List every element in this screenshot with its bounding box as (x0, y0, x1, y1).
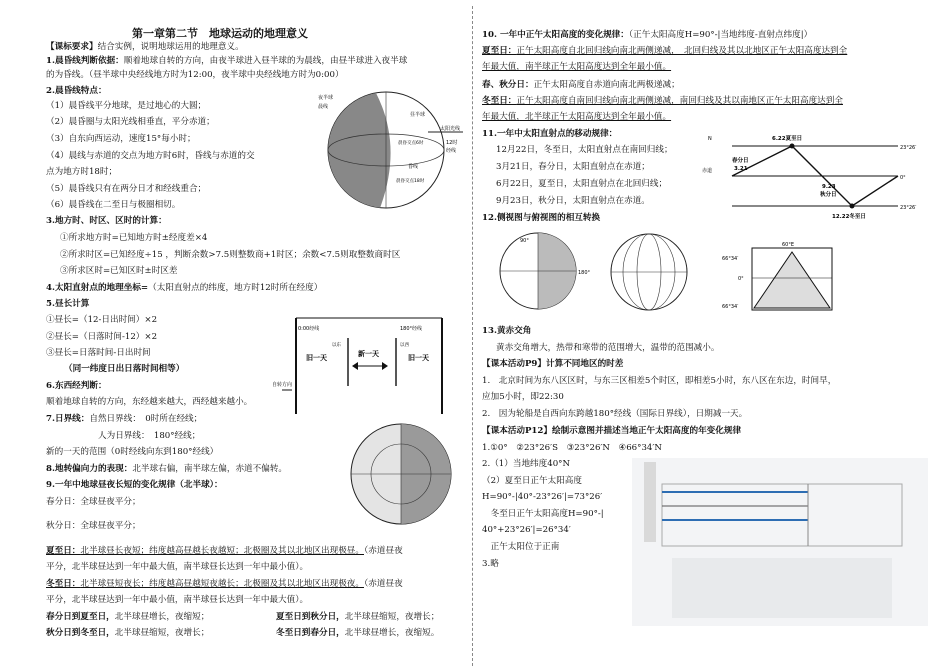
diagram-label: 12.22冬至日 (832, 214, 866, 220)
winter-solstice-cont: 平分，北半球昼达到一年中最小值，南半球昼长达到一年中最大值）。 (46, 595, 309, 605)
section-13-heading: 13.黄赤交角 (482, 326, 532, 336)
diagram-label: 自转方向 (272, 382, 293, 388)
diagram-label: 旧一天 (306, 354, 327, 362)
diagram-label: 180°经线 (400, 326, 423, 332)
diagram-label: 秋分日 (820, 192, 837, 198)
diagram-label: 晨昏交点18时 (396, 179, 425, 184)
diagram-label: 0° (738, 276, 744, 282)
diagram-label: 以西 (400, 343, 409, 348)
activity-p12-item: 40°+23°26′|=26°34′ (482, 525, 571, 535)
section-2-heading: 2.晨昏线特点： (46, 86, 107, 96)
section-2-item: 点为地方时18时； (46, 167, 118, 177)
section-3-item: ②所求时区=已知经度÷15 ，判断余数>7.5则整数商+1时区；余数<7.5则取整数商时区 (60, 250, 401, 260)
section-2-item: （5）晨昏线只有在两分日才和经线重合； (46, 184, 207, 194)
section-11-item: 6月22日，夏至日，太阳直射点在北回归线； (496, 179, 668, 189)
diagram-label: 晨线 (318, 104, 329, 110)
summer-solstice-noon: 夏至日：正午太阳高度自北回归线向南北两侧递减， 北回归线及其以北地区正午太阳高度达到全 (482, 46, 848, 56)
diagram-label: 23°26′ (900, 205, 917, 211)
column-divider (472, 6, 473, 666)
subsolar-migration-diagram (702, 130, 927, 222)
activity-p12-item: 3.略 (482, 559, 499, 569)
diagram-label: 以东 (332, 343, 341, 348)
diagram-label: 新一天 (358, 350, 379, 358)
activity-p9-item: 应加5小时，即22:30 (482, 392, 564, 402)
section-7-c: 新的一天的范围（0时经线向东到180°经线） (46, 447, 219, 457)
diagram-label: 晨昏交点6时 (398, 141, 424, 146)
diagram-label: N (708, 136, 712, 142)
illumination-zone-diagram (722, 238, 852, 314)
period-4: 冬至日到春分日，北半球昼增长，夜缩短。 (276, 628, 440, 638)
diagram-label: 66°34′ (722, 304, 739, 310)
section-3-heading: 3.地方时、时区、区时的计算： (46, 216, 167, 226)
date-line-diagram (272, 306, 462, 418)
section-3-item: ①所求地方时=已知地方时±经度差×4 (60, 233, 208, 243)
winter-solstice-noon-cont: 年最大值，北半球正午太阳高度达到全年最小值。 (482, 112, 672, 122)
section-11-item: 9月23日，秋分日，太阳直射点在赤道。 (496, 196, 650, 206)
section-13-text: 黄赤交角增大，热带和寒带的范围增大，温带的范围减小。 (496, 343, 720, 353)
diagram-label: 12时 (446, 140, 458, 146)
diagram-label: 0° (900, 175, 906, 181)
side-view-globe (492, 228, 592, 314)
activity-p9-item: 2. 因为轮船是自西向东跨越180°经线（国际日界线），日期减一天。 (482, 409, 748, 419)
section-7-b: 人为日界线： 180°经线； (98, 431, 201, 441)
activity-p12-heading: 【课本活动P12】绘制示意图并描述当地正午太阳高度的年变化规律 (482, 426, 742, 436)
diagram-label: 经线 (446, 148, 457, 154)
diagram-label: 9.23 (822, 184, 836, 190)
section-2-item: （4）晨线与赤道的交点为地方时6时，昏线与赤道的交 (46, 151, 255, 161)
equinox-noon: 春、秋分日：正午太阳高度自赤道向南北两极递减； (482, 80, 680, 90)
diagram-label: 太阳光线 (440, 126, 461, 132)
activity-p12-item: 正午太阳位于正南 (482, 542, 560, 552)
activity-p9-heading: 【课本活动P9】计算不同地区的时差 (482, 359, 624, 369)
diagram-label: 23°26′ (900, 145, 917, 151)
curriculum-requirement: 【课标要求】结合实例，说明地球运用的地理意义。 (46, 42, 244, 52)
diagram-label: 90° (520, 238, 529, 244)
section-2-item: （2）晨昏圈与太阳光线相垂直，平分赤道； (46, 117, 215, 127)
section-10: 10. 一年中正午太阳高度的变化规律：（正午太阳高度H=90°-|当地纬度-直射点纬度|） (482, 30, 813, 40)
section-8: 8.地转偏向力的表现：北半球右偏，南半球左偏，赤道不偏转。 (46, 464, 288, 474)
diagram-label: 6.22夏至日 (772, 136, 803, 142)
section-4: 4.太阳直射点的地理坐标=（太阳直射点的纬度，地方时12时所在经度） (46, 283, 323, 293)
diagram-label: 昏线 (408, 164, 419, 170)
summer-solstice: 夏至日：北半球昼长夜短；纬度越高昼越长夜越短；北极圈及其以北地区出现极昼。（赤道昼夜 (46, 546, 403, 556)
diagram-label: 旧一天 (408, 354, 429, 362)
section-1-cont: 的为昏线。（昼半球中央经线地方时为12:00，夜半球中央经线地方时为0:00） (46, 70, 344, 80)
activity-p9-item: 1. 北京时间为东八区区时，与东三区相差5个时区，即相差5小时，东八区在东边，时间早， (482, 376, 837, 386)
diagram-label: 赤道 (702, 168, 713, 174)
diagram-label: 春分日 (732, 158, 749, 164)
terminator-globe-diagram (318, 86, 466, 212)
section-5-note: （同一纬度日出日落时间相等） (64, 364, 185, 374)
period-3: 秋分日到冬至日，北半球昼缩短，夜增长； (46, 628, 210, 638)
diagram-label: 180° (578, 270, 591, 276)
polar-view-globe (346, 418, 456, 530)
activity-sketch-photo (632, 458, 928, 626)
section-11-item: 12月22日，冬至日，太阳直射点在南回归线； (496, 145, 673, 155)
section-11-heading: 11.一年中太阳直射点的移动规律： (482, 129, 618, 139)
activity-p12-item: （2）夏至日正午太阳高度 (482, 476, 582, 486)
section-6-text: 顺着地球自转的方向，东经越来越大，西经越来越小。 (46, 397, 253, 407)
diagram-label: 3.21 (734, 166, 748, 172)
section-5-heading: 5.昼长计算 (46, 299, 90, 309)
diagram-label: 昼半球 (410, 112, 426, 118)
section-7: 7.日界线：自然日界线： 0时所在经线； (46, 414, 203, 424)
section-5-item: ②昼长=（日落时间-12）×2 (46, 332, 158, 342)
section-12-heading: 12.侧视图与俯视图的相互转换 (482, 213, 601, 223)
diagram-label: 66°34′ (722, 256, 739, 262)
top-view-globe (607, 230, 697, 314)
diagram-label: 夜半球 (318, 95, 334, 101)
section-5-item: ③昼长=日落时间-日出时间 (46, 348, 151, 358)
activity-p12-item: 冬至日正午太阳高度H=90°-| (482, 509, 604, 519)
diagram-label: 60°E (782, 242, 795, 248)
summer-solstice-cont: 平分，北半球昼达到一年中最大值，南半球昼长达到一年中最小值）。 (46, 562, 309, 572)
section-2-item: （1）晨昏线平分地球，是过地心的大圆； (46, 101, 207, 111)
section-3-item: ③所求区时=已知区时±时区差 (60, 266, 178, 276)
period-2: 夏至日到秋分日，北半球昼缩短，夜增长； (276, 612, 440, 622)
diagram-label: 0:00经线 (298, 326, 320, 332)
period-1: 春分日到夏至日，北半球昼增长，夜缩短； (46, 612, 210, 622)
section-1: 1.晨昏线判断依据：顺着地球自转的方向，由夜半球进入昼半球的为晨线，由昼半球进入夜半球 (46, 56, 408, 66)
activity-p12-item: 2.（1）当地纬度40°N (482, 459, 570, 469)
winter-solstice: 冬至日：北半球昼短夜长；纬度越高昼越短夜越长；北极圈及其以北地区出现极夜。（赤道昼夜 (46, 579, 403, 589)
activity-p12-item: 1.①0° ②23°26′S ③23°26′N ④66°34′N (482, 443, 662, 453)
activity-p12-item: H=90°-|40°-23°26′|=73°26′ (482, 492, 603, 502)
section-5-item: ①昼长=（12-日出时间）×2 (46, 315, 158, 325)
autumn-equinox: 秋分日：全球昼夜平分； (46, 521, 141, 531)
winter-solstice-noon: 冬至日：正午太阳高度自南回归线向南北两侧递减，南回归线及其以南地区正午太阳高度达到全 (482, 96, 843, 106)
section-2-item: （3）自东向西运动，速度15°每小时； (46, 134, 196, 144)
section-6-heading: 6.东西经判断： (46, 381, 107, 391)
page-title: 第一章第二节 地球运动的地理意义 (132, 27, 308, 40)
section-9-heading: 9.一年中地球昼夜长短的变化规律（北半球）： (46, 480, 223, 490)
summer-solstice-noon-cont: 年最大值，南半球正午太阳高度达到全年最小值。 (482, 62, 672, 72)
section-11-item: 3月21日，春分日，太阳直射点在赤道； (496, 162, 650, 172)
spring-equinox: 春分日：全球昼夜平分； (46, 497, 141, 507)
section-2-item: （6）晨昏线在二至日与极圈相切。 (46, 200, 181, 210)
